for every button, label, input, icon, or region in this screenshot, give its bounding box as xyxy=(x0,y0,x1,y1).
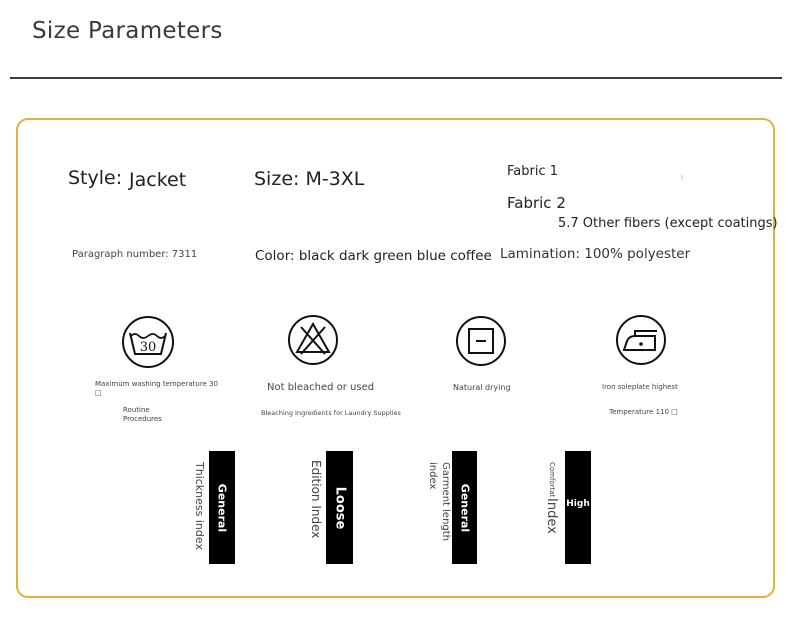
routine-caption: Routine Procedures xyxy=(123,406,162,423)
iron-icon xyxy=(615,314,667,366)
style-label: Style: xyxy=(68,167,123,189)
bleach-subcaption: Bleaching Ingredients for Laundry Supplies xyxy=(261,409,401,417)
fabric2-detail: 5.7 Other fibers (except coatings) xyxy=(558,216,778,231)
iron-subcaption: Temperature 110 □ xyxy=(609,408,678,416)
bleach-caption: Not bleached or used xyxy=(267,382,375,393)
natural-dry-icon xyxy=(455,315,507,367)
lamination-text: Lamination: 100% polyester xyxy=(500,246,691,262)
thickness-index-label: Thickness index xyxy=(193,462,206,550)
thickness-index-bar xyxy=(209,451,235,564)
paragraph-number: Paragraph number: 7311 xyxy=(72,249,198,260)
garment-length-label-line2: index xyxy=(427,462,438,490)
color-text: Color: black dark green blue coffee xyxy=(255,248,492,264)
edition-index-label: Edition Index xyxy=(309,460,323,539)
comfort-index-value: High xyxy=(566,499,590,509)
size-text: Size: M-3XL xyxy=(254,168,365,190)
fabric1-mark: ╷ xyxy=(679,170,686,181)
thickness-index-value: General xyxy=(215,483,229,532)
wash-temp-text: 30 xyxy=(139,340,157,355)
garment-length-index-bar xyxy=(452,451,477,564)
comfort-index-bar xyxy=(565,451,591,564)
garment-length-label-line1: Garment length xyxy=(440,462,451,542)
comfort-label-small: Comfortat xyxy=(548,462,556,498)
title-divider xyxy=(10,77,782,79)
wash-30-icon xyxy=(121,315,175,369)
dry-caption: Natural drying xyxy=(453,383,511,392)
fabric1-label: Fabric 1 xyxy=(507,164,559,179)
comfort-label-large: Index xyxy=(544,498,559,534)
edition-index-bar xyxy=(326,451,353,564)
garment-length-index-value: General xyxy=(458,483,471,532)
wash-caption: Maximum washing temperature 30 □ xyxy=(95,380,218,397)
edition-index-value: Loose xyxy=(332,486,347,529)
page-title: Size Parameters xyxy=(32,18,223,44)
iron-caption: Iron soleplate highest xyxy=(602,383,678,391)
style-value: Jacket xyxy=(129,169,187,191)
no-bleach-icon xyxy=(287,314,339,366)
fabric2-label: Fabric 2 xyxy=(507,194,566,212)
